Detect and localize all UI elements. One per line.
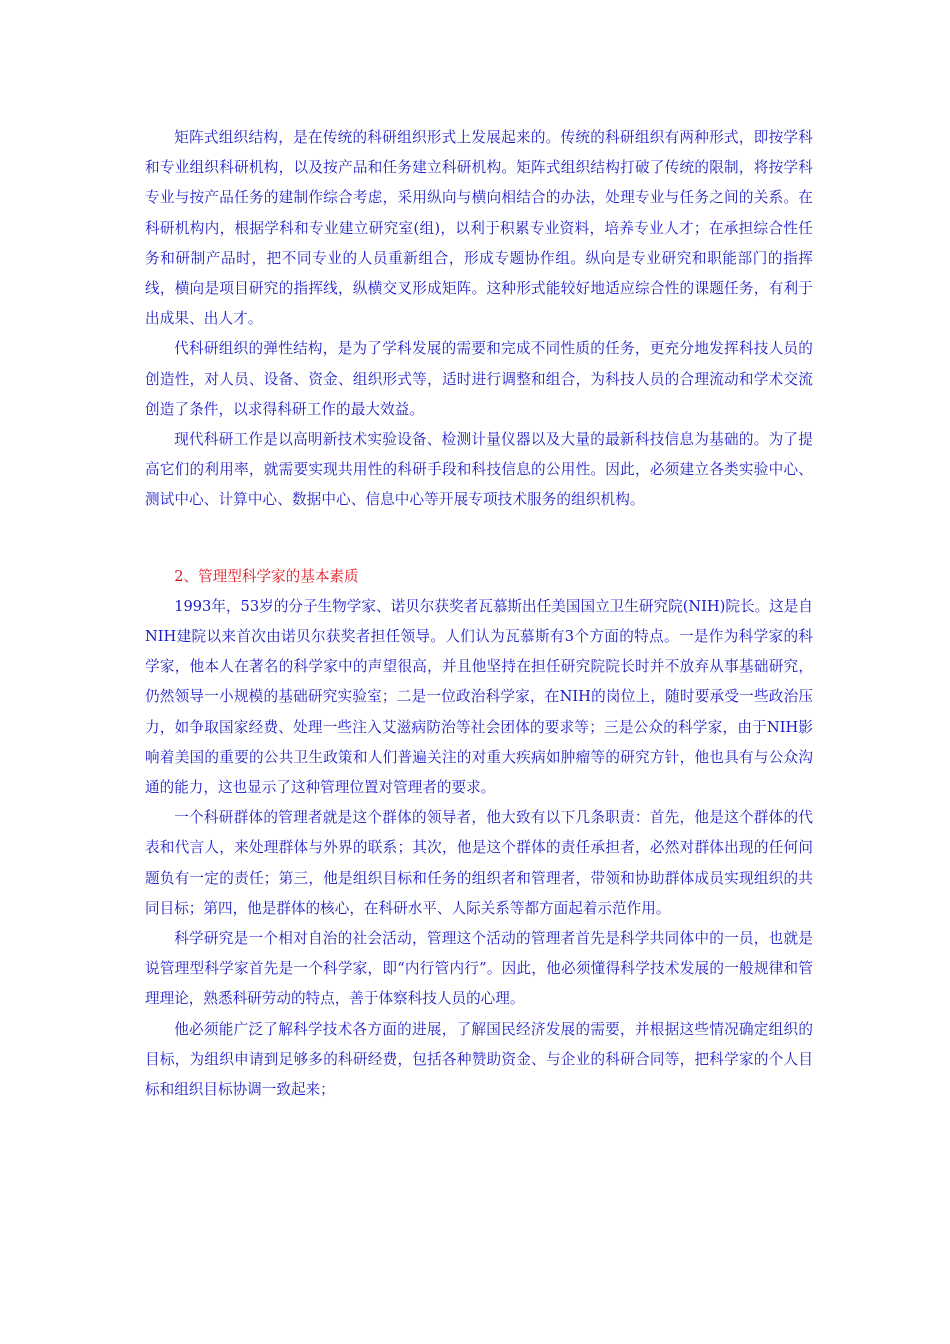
- document-body: [145, 123, 813, 1105]
- paragraph-manager-duties: 一个科研群体的管理者就是这个群体的领导者，他大致有以下几条职责：首先，他是这个群体的代表和代言人，来处理群体与外界的联系；其次，他是这个群体的责任承担者，必然对群体出现的任何问题负有一定的责任；第三，他是组织目标和任务的组织者和管理者，带领和协助群体成员实现组织的共同目标；第四，他是群体的核心，在科研水平、人际关系等都方面起着示范作用。: [145, 809, 813, 917]
- paragraph-matrix-structure: 矩阵式组织结构，是在传统的科研组织形式上发展起来的。传统的科研组织有两种形式，即按学科和专业组织科研机构，以及按产品和任务建立科研机构。矩阵式组织结构打破了传统的限制，将按学科专业与按产品任务的建制作综合考虑，采用纵向与横向相结合的办法，处理专业与任务之间的关系。在科研机构内，根据学科和专业建立研究室(组)，以利于积累专业资料，培养专业人才；在承担综合性任务和研制产品时，把不同专业的人员重新组合，形成专题协作组。纵向是专业研究和职能部门的指挥线，横向是项目研究的指挥线，纵横交叉形成矩阵。这种形式能较好地适应综合性的课题任务，有利于出成果、出人才。: [145, 129, 813, 328]
- paragraph-elastic-structure: 代科研组织的弹性结构，是为了学科发展的需要和完成不同性质的任务，更充分地发挥科技人员的创造性，对人员、设备、资金、组织形式等，适时进行调整和组合，为科技人员的合理流动和学术交流创造了条件，以求得科研工作的最大效益。: [145, 340, 813, 418]
- paragraph-nih-director: 1993年，53岁的分子生物学家、诺贝尔获奖者瓦慕斯出任美国国立卫生研究院(NIH)院长。这是自NIH建院以来首次由诺贝尔获奖者担任领导。人们认为瓦慕斯有3个方面的特点。一是作为科学家的科学家，他本人在著名的科学家中的声望很高，并且他坚持在担任研究院院长时并不放弃从事基础研究，仍然领导一小规模的基础研究实验室；二是一位政治科学家，在NIH的岗位上，随时要承受一些政治压力，如争取国家经费、处理一些注入艾滋病防治等社会团体的要求等；三是公众的科学家，由于NIH影响着美国的重要的公共卫生政策和人们普遍关注的对重大疾病如肿瘤等的研究方针，他也具有与公众沟通的能力，这也显示了这种管理位置对管理者的要求。: [145, 597, 813, 797]
- paragraph-organization-goals: 他必须能广泛了解科学技术各方面的进展，了解国民经济发展的需要，并根据这些情况确定组织的目标，为组织申请到足够多的科研经费，包括各种赞助资金、与企业的科研合同等，把科学家的个人目标和组织目标协调一致起来；: [145, 1020, 813, 1099]
- section-heading: 2、管理型科学家的基本素质: [174, 567, 359, 585]
- paragraph-service-centers: 现代科研工作是以高明新技术实验设备、检测计量仪器以及大量的最新科技信息为基础的。为了提高它们的利用率，就需要实现共用性的科研手段和科技信息的公用性。因此，必须建立各类实验中心、测试中心、计算中心、数据中心、信息中心等开展专项技术服务的组织机构。: [145, 431, 813, 509]
- section-spacer: [145, 516, 813, 546]
- paragraph-scientific-community: 科学研究是一个相对自治的社会活动，管理这个活动的管理者首先是科学共同体中的一员，也就是说管理型科学家首先是一个科学家，即“内行管内行”。因此，他必须懂得科学技术发展的一般规律和管理理论，熟悉科研劳动的特点，善于体察科技人员的心理。: [145, 930, 813, 1008]
